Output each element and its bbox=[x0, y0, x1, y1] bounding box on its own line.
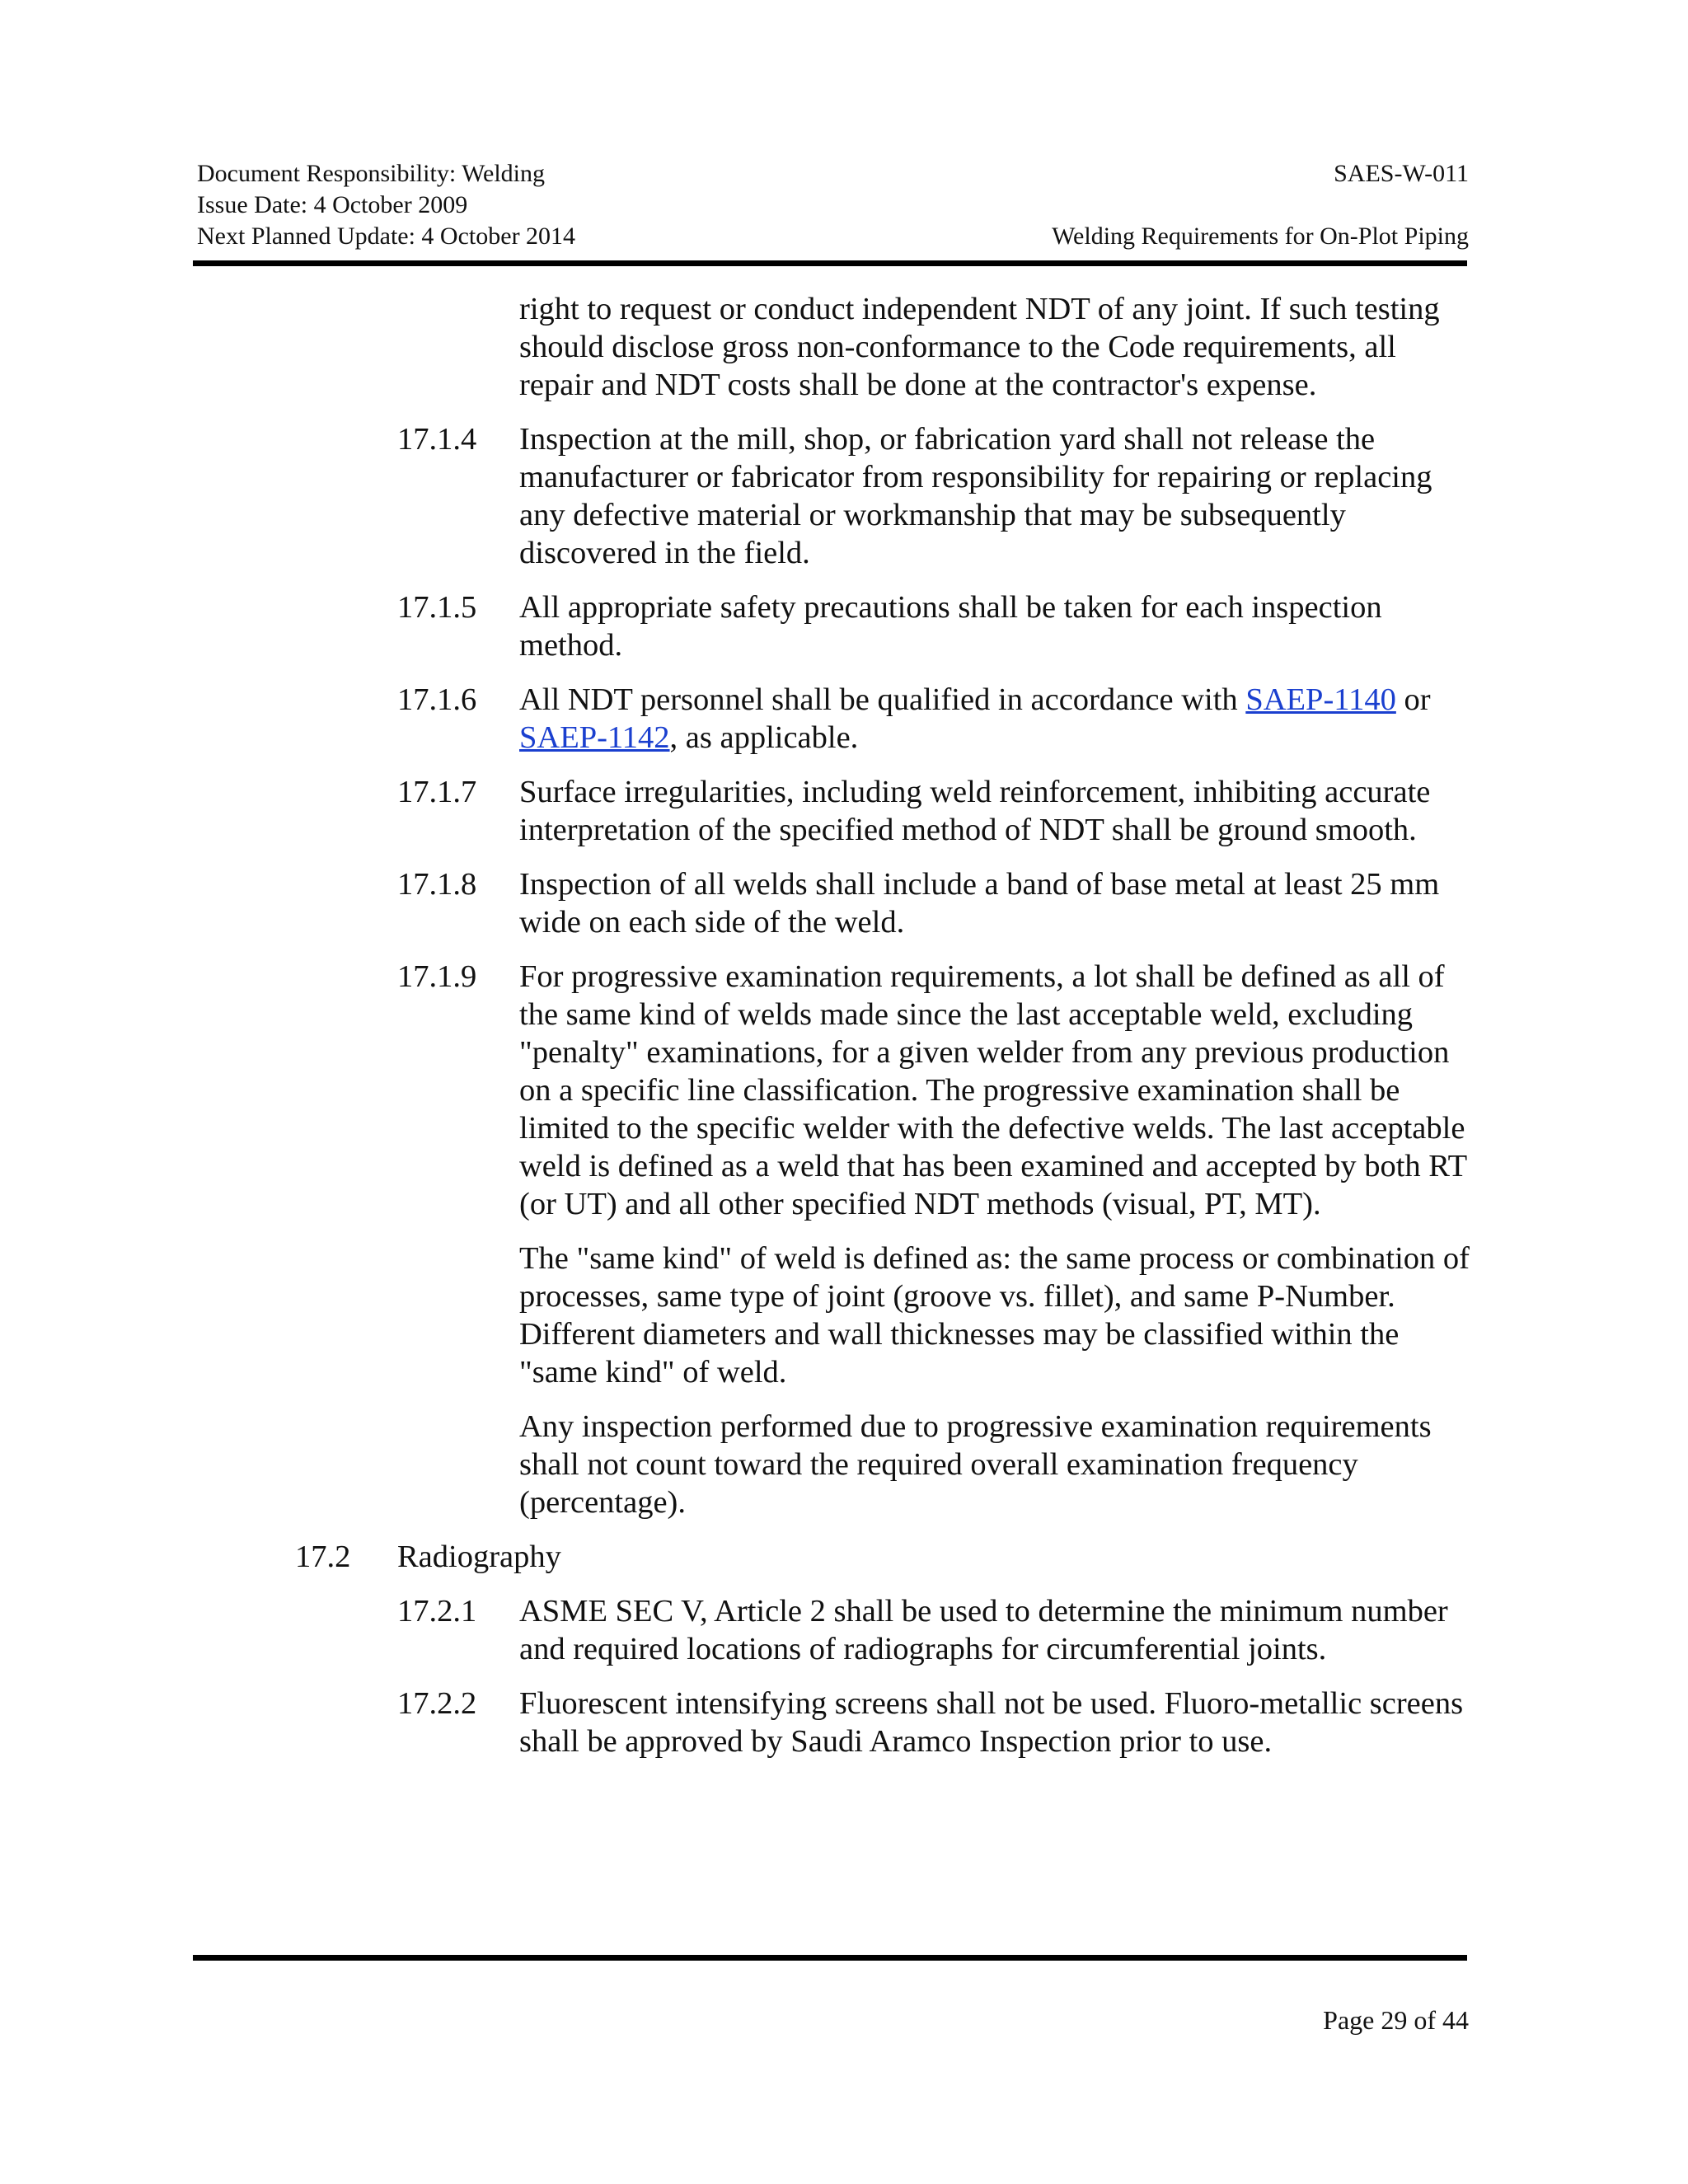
section-text: For progressive examination requirements, a lot shall be defined as all of the same kind of welds made since the last acceptable weld, excluding "penalty" examinations, for a given welder from any previous production on a specific line classification. The progressive examination shall be limited to the specific welder with the defective welds. The last acceptable weld is defined as a weld that has been examined and accepted by both RT (or UT) and all other specified NDT methods (visual, PT, MT). bbox=[519, 959, 1467, 1221]
section-17-2-1 bbox=[193, 1592, 1467, 1668]
saep-1142-link[interactable]: SAEP-1142 bbox=[519, 720, 670, 755]
section-17-2-2 bbox=[193, 1685, 1467, 1760]
header-doc-number: SAES-W-011 bbox=[1334, 160, 1469, 187]
section-number: 17.1.9 bbox=[397, 959, 477, 994]
section-17-1-8 bbox=[193, 865, 1467, 941]
section-text-part: , as applicable. bbox=[669, 720, 859, 755]
section-number: 17.1.5 bbox=[397, 590, 477, 625]
section-number: 17.1.8 bbox=[397, 867, 477, 902]
section-number: 17.2 bbox=[295, 1540, 351, 1574]
section-number: 17.1.6 bbox=[397, 682, 477, 717]
header-doc-title: Welding Requirements for On-Plot Piping bbox=[1052, 223, 1469, 250]
section-text bbox=[519, 681, 1471, 757]
section-title: Radiography bbox=[397, 1540, 561, 1574]
section-17-1-9-paragraph-2: The "same kind" of weld is defined as: the same process or combination of processes, same type of joint (groove vs. fillet), and same P-Number. Different diameters and wall thicknesses may be classified within the "same kind" of weld. bbox=[519, 1241, 1470, 1390]
saep-1140-link[interactable]: SAEP-1140 bbox=[1245, 682, 1396, 717]
section-text: Surface irregularities, including weld reinforcement, inhibiting accurate interpretation of the specified method of NDT shall be ground smooth. bbox=[519, 775, 1431, 847]
section-text: All appropriate safety precautions shall be taken for each inspection method. bbox=[519, 590, 1382, 663]
header-next-update: Next Planned Update: 4 October 2014 bbox=[197, 223, 576, 250]
section-text-part: All NDT personnel shall be qualified in accordance with bbox=[519, 682, 1246, 717]
section-text: ASME SEC V, Article 2 shall be used to determine the minimum number and required locations of radiographs for circumferential joints. bbox=[519, 1594, 1448, 1666]
header-rule bbox=[193, 260, 1467, 266]
section-number: 17.2.2 bbox=[397, 1686, 477, 1721]
section-text-part: or bbox=[1395, 682, 1431, 717]
section-text: Inspection of all welds shall include a band of base metal at least 25 mm wide on each side of the weld. bbox=[519, 867, 1440, 940]
section-17-1-4 bbox=[193, 420, 1467, 572]
section-number: 17.1.4 bbox=[397, 422, 477, 457]
document-body bbox=[193, 290, 1470, 1760]
section-number: 17.2.1 bbox=[397, 1594, 477, 1629]
continuation-paragraph: right to request or conduct independent NDT of any joint. If such testing should disclose gross non-conformance to the Code requirements, all repair and NDT costs shall be done at the contractor's expense. bbox=[519, 292, 1440, 402]
section-17-1-6 bbox=[193, 681, 1467, 757]
header-issue-date: Issue Date: 4 October 2009 bbox=[197, 191, 468, 218]
section-text: Inspection at the mill, shop, or fabrication yard shall not release the manufacturer or fabricator from responsibility for repairing or replacing any defective material or workmanship that may be subsequently discovered in the field. bbox=[519, 422, 1432, 570]
section-17-1-7 bbox=[193, 773, 1467, 849]
section-17-1-5 bbox=[193, 588, 1467, 664]
footer-rule bbox=[193, 1955, 1467, 1961]
section-text: Fluorescent intensifying screens shall not be used. Fluoro-metallic screens shall be approved by Saudi Aramco Inspection prior to use. bbox=[519, 1686, 1464, 1759]
section-17-1-9 bbox=[193, 958, 1467, 1223]
section-17-2-heading bbox=[193, 1538, 1467, 1576]
section-17-1-9-paragraph-3: Any inspection performed due to progressive examination requirements shall not count toward the required overall examination frequency (percentage). bbox=[519, 1409, 1432, 1520]
header-responsibility: Document Responsibility: Welding bbox=[197, 160, 546, 187]
section-number: 17.1.7 bbox=[397, 775, 477, 809]
page-number: Page 29 of 44 bbox=[1323, 2005, 1469, 2035]
